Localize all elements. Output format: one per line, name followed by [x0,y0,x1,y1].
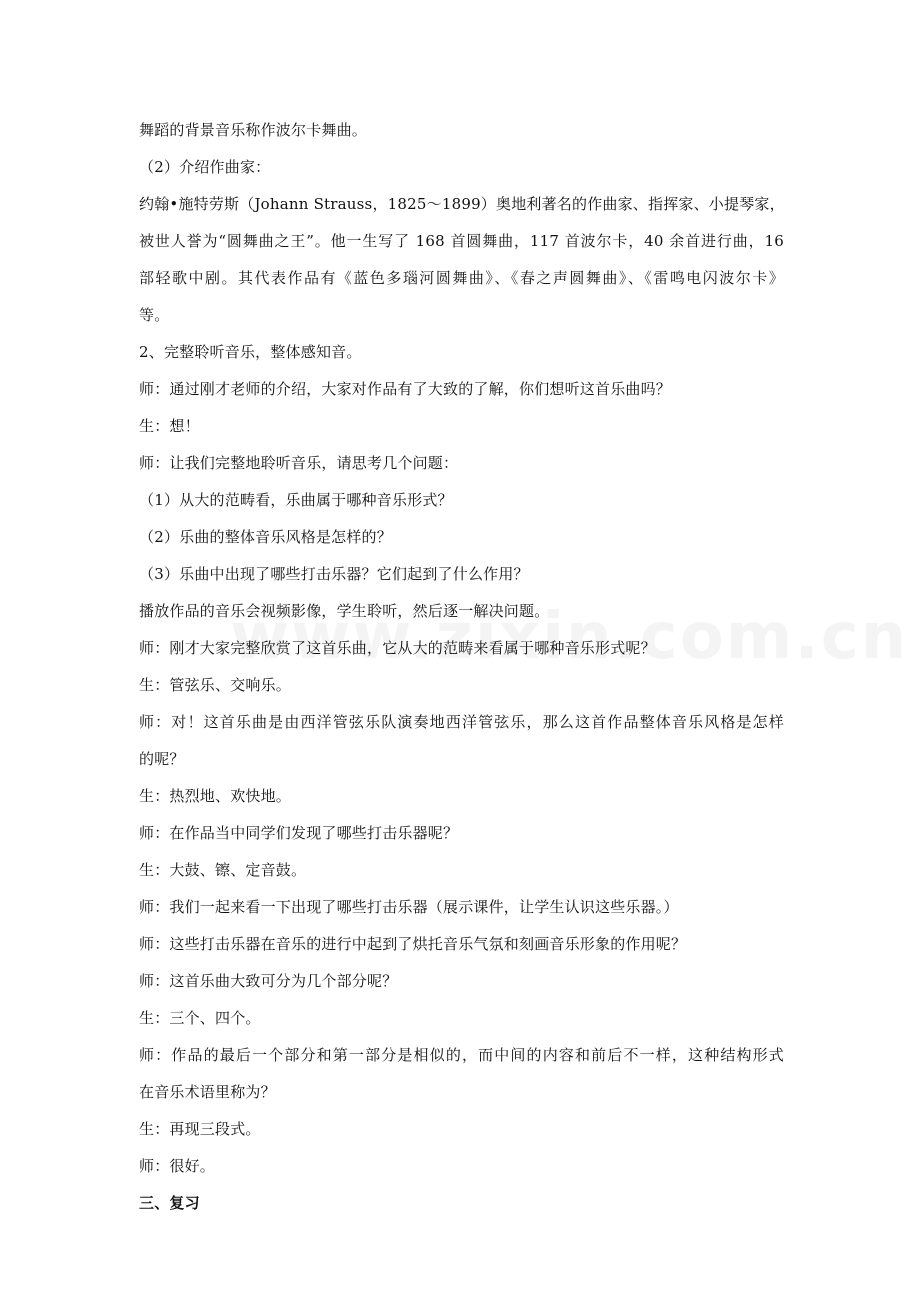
paragraph-line: 等。 [139,306,170,324]
paragraph-line: 播放作品的音乐会视频影像，学生聆听，然后逐一解决问题。 [139,602,550,620]
dialogue-line: 生：管弦乐、交响乐。 [139,676,292,694]
question-item: （2）乐曲的整体音乐风格是怎样的？ [139,528,392,546]
dialogue-line: 在音乐术语里称为？ [139,1083,276,1101]
dialogue-line: 生：想！ [139,417,200,435]
dialogue-line: 师：很好。 [139,1157,216,1175]
dialogue-line: 的呢？ [139,750,185,768]
dialogue-line: 师：这些打击乐器在音乐的进行中起到了烘托音乐气氛和刻画音乐形象的作用呢？ [139,935,687,953]
paragraph-line: 被世人誉为“圆舞曲之王”。他一生写了 168 首圆舞曲，117 首波尔卡，40 余首进行曲，16 [139,232,784,250]
paragraph-line: （2）介绍作曲家： [139,158,271,176]
section-heading: 2、完整聆听音乐，整体感知音。 [139,343,362,361]
dialogue-line: 师：通过刚才老师的介绍，大家对作品有了大致的了解，你们想听这首乐曲吗？ [139,380,672,398]
dialogue-line: 生：热烈地、欢快地。 [139,787,292,805]
dialogue-line: 生：再现三段式。 [139,1120,261,1138]
dialogue-line: 师：我们一起来看一下出现了哪些打击乐器（展示课件，让学生认识这些乐器。） [139,898,679,916]
paragraph-line: 舞蹈的背景音乐称作波尔卡舞曲。 [139,121,368,139]
paragraph-line: 约翰•施特劳斯（Johann Strauss，1825～1899）奥地利著名的作曲家、指挥家、小提琴家， [139,195,785,213]
dialogue-line: 师：作品的最后一个部分和第一部分是相似的，而中间的内容和前后不一样，这种结构形式 [139,1046,784,1064]
dialogue-line: 师：对！这首乐曲是由西洋管弦乐队演奏地西洋管弦乐，那么这首作品整体音乐风格是怎样 [139,713,784,731]
dialogue-line: 师：让我们完整地聆听音乐，请思考几个问题： [139,454,459,472]
dialogue-line: 生：三个、四个。 [139,1009,261,1027]
question-item: （1）从大的范畴看，乐曲属于哪种音乐形式？ [139,491,453,509]
document-body [139,112,784,1222]
section-heading: 三、复习 [139,1194,200,1212]
dialogue-line: 师：刚才大家完整欣赏了这首乐曲，它从大的范畴来看属于哪种音乐形式呢？ [139,639,656,657]
paragraph-line: 部轻歌中剧。其代表作品有《蓝色多瑙河圆舞曲》、《春之声圆舞曲》、《雷鸣电闪波尔卡》 [139,269,784,287]
question-item: （3）乐曲中出现了哪些打击乐器？它们起到了什么作用？ [139,565,529,583]
dialogue-line: 师：这首乐曲大致可分为几个部分呢？ [139,972,398,990]
dialogue-line: 师：在作品当中同学们发现了哪些打击乐器呢？ [139,824,459,842]
dialogue-line: 生：大鼓、镲、定音鼓。 [139,861,307,879]
